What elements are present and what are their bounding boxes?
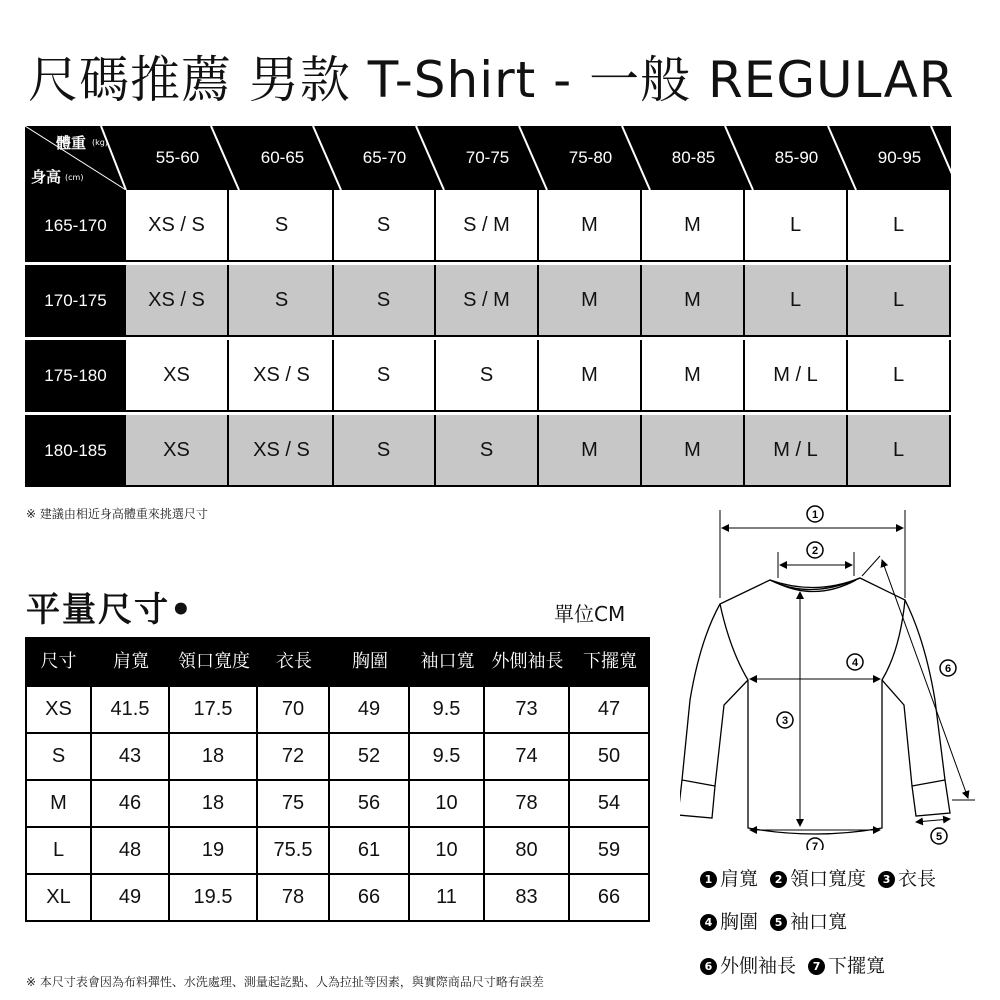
size-label-cell: M	[25, 781, 92, 826]
measurement-value-cell: 48	[92, 828, 170, 873]
recommended-size-cell: L	[745, 190, 848, 260]
measurement-value-cell: 47	[570, 687, 650, 732]
legend-number: 1	[700, 871, 717, 888]
size-label-cell: XL	[25, 875, 92, 920]
measurement-value-cell: 19	[170, 828, 258, 873]
diagram-marker-number: 6	[944, 663, 952, 675]
recommended-size-cell: L	[745, 265, 848, 335]
legend-label: 胸圍	[720, 911, 759, 933]
height-range-cell: 165-170	[25, 190, 126, 262]
recommendation-row	[25, 190, 951, 262]
legend-label: 衣長	[898, 868, 937, 890]
measurement-value-cell: 52	[330, 734, 410, 779]
recommended-size-cell: S	[436, 415, 539, 485]
measurement-value-cell: 49	[92, 875, 170, 920]
height-range-cell: 170-175	[25, 265, 126, 337]
recommended-size-cell: M	[642, 265, 745, 335]
measurement-row	[25, 828, 650, 875]
legend-item	[878, 868, 936, 890]
recommended-size-cell: XS / S	[126, 265, 229, 335]
measurement-value-cell: 70	[258, 687, 330, 732]
recommended-size-cell: M / L	[745, 415, 848, 485]
legend-item	[770, 911, 847, 933]
measurement-value-cell: 43	[92, 734, 170, 779]
legend-number: 4	[700, 914, 717, 931]
size-label-cell: XS	[25, 687, 92, 732]
recommendation-row	[25, 340, 951, 412]
recommended-size-cell: S / M	[436, 265, 539, 335]
measurement-value-cell: 10	[410, 828, 485, 873]
measurement-value-cell: 19.5	[170, 875, 258, 920]
legend-item	[700, 868, 758, 890]
recommended-size-cell: S	[333, 190, 436, 260]
legend-number: 6	[700, 958, 717, 975]
diagram-marker-number: 4	[851, 657, 859, 669]
measurement-value-cell: 9.5	[410, 734, 485, 779]
measurement-header	[25, 637, 650, 687]
diagram-marker-number: 1	[811, 509, 819, 521]
legend-number: 2	[770, 871, 787, 888]
page-title: 尺碼推薦 男款 T-Shirt - 一般 REGULAR	[28, 51, 955, 109]
weight-range-header: 85-90	[774, 148, 819, 167]
recommended-size-cell: S	[436, 340, 539, 410]
measurement-value-cell: 50	[570, 734, 650, 779]
recommendation-note: ※ 建議由相近身高體重來挑選尺寸	[26, 507, 208, 521]
legend-label: 肩寬	[720, 868, 759, 890]
diagram-legend-line1	[700, 864, 948, 891]
measurement-row	[25, 687, 650, 734]
recommended-size-cell: M / L	[745, 340, 848, 410]
diagram-marker-number: 2	[811, 545, 819, 557]
legend-number: 3	[878, 871, 895, 888]
recommended-size-cell: XS	[126, 340, 229, 410]
measurement-value-cell: 46	[92, 781, 170, 826]
diagram-marker-number: 7	[811, 841, 819, 850]
legend-number: 5	[770, 914, 787, 931]
legend-label: 領口寬度	[790, 868, 867, 890]
diagram-markers	[777, 506, 956, 850]
legend-item	[808, 955, 885, 977]
diagram-legend-line2	[700, 907, 859, 934]
legend-item	[700, 955, 796, 977]
recommended-size-cell: M	[539, 190, 642, 260]
recommendation-row	[25, 265, 951, 337]
legend-label: 外側袖長	[720, 955, 797, 977]
recommended-size-cell: XS / S	[231, 415, 334, 485]
weight-range-header: 60-65	[260, 148, 305, 167]
tshirt-outline	[680, 578, 950, 834]
measurement-column-header: 領口寬度	[178, 651, 250, 672]
measurement-value-cell: 72	[258, 734, 330, 779]
recommended-size-cell: XS / S	[126, 190, 229, 260]
recommended-size-cell: M	[539, 340, 642, 410]
measurement-value-cell: 78	[485, 781, 570, 826]
legend-item	[770, 868, 866, 890]
weight-range-header: 70-75	[465, 148, 510, 167]
measurement-value-cell: 18	[170, 734, 258, 779]
measurement-value-cell: 78	[258, 875, 330, 920]
measurement-column-header: 肩寬	[113, 651, 149, 672]
recommended-size-cell: XS	[126, 415, 229, 485]
legend-label: 下擺寬	[828, 955, 886, 977]
measurement-value-cell: 74	[485, 734, 570, 779]
recommended-size-cell: L	[848, 340, 951, 410]
recommended-size-cell: S	[333, 265, 436, 335]
recommended-size-cell: M	[539, 265, 642, 335]
measurement-value-cell: 80	[485, 828, 570, 873]
measurement-column-header: 衣長	[276, 651, 312, 672]
measurement-value-cell: 18	[170, 781, 258, 826]
recommended-size-cell: S	[231, 190, 334, 260]
measurement-value-cell: 61	[330, 828, 410, 873]
weight-range-header: 65-70	[362, 148, 407, 167]
measurement-value-cell: 9.5	[410, 687, 485, 732]
measurement-column-header: 袖口寬	[420, 651, 475, 672]
recommendation-row	[25, 415, 951, 487]
recommended-size-cell: S / M	[436, 190, 539, 260]
header-divider	[101, 126, 126, 190]
diagram-marker-number: 5	[935, 831, 943, 843]
measurement-column-header: 下擺寬	[583, 651, 637, 672]
legend-item	[700, 911, 758, 933]
measurement-value-cell: 17.5	[170, 687, 258, 732]
measurement-value-cell: 49	[330, 687, 410, 732]
measurement-value-cell: 41.5	[92, 687, 170, 732]
recommended-size-cell: S	[333, 340, 436, 410]
measurement-value-cell: 73	[485, 687, 570, 732]
size-recommendation-table	[25, 126, 951, 488]
measurement-value-cell: 59	[570, 828, 650, 873]
measurement-value-cell: 54	[570, 781, 650, 826]
measurement-value-cell: 56	[330, 781, 410, 826]
measurement-value-cell: 66	[330, 875, 410, 920]
recommended-size-cell: M	[642, 340, 745, 410]
measurement-value-cell: 83	[485, 875, 570, 920]
weight-unit: (kg)	[92, 138, 108, 147]
weight-range-header: 75-80	[568, 148, 613, 167]
diagram-legend-line3	[700, 951, 897, 978]
measurement-column-header: 外側袖長	[491, 651, 564, 672]
size-label-cell: L	[25, 828, 92, 873]
recommended-size-cell: XS / S	[231, 340, 334, 410]
recommendation-header	[25, 126, 951, 190]
recommended-size-cell: S	[231, 265, 334, 335]
legend-number: 7	[808, 958, 825, 975]
measurement-row	[25, 875, 650, 922]
weight-range-header: 55-60	[155, 148, 200, 167]
weight-label: 體重	[56, 134, 87, 152]
measurement-value-cell: 66	[570, 875, 650, 920]
unit-label: 單位CM	[554, 602, 626, 626]
recommended-size-cell: M	[642, 190, 745, 260]
height-unit: (cm)	[65, 173, 84, 182]
measurement-heading: 平量尺寸•	[26, 590, 194, 630]
measurement-row	[25, 734, 650, 781]
height-range-cell: 180-185	[25, 415, 126, 487]
measurement-value-cell: 75.5	[258, 828, 330, 873]
measurement-value-cell: 75	[258, 781, 330, 826]
recommended-size-cell: L	[848, 415, 951, 485]
legend-label: 袖口寬	[790, 911, 848, 933]
weight-range-header: 80-85	[671, 148, 716, 167]
recommended-size-cell: M	[539, 415, 642, 485]
measurement-value-cell: 11	[410, 875, 485, 920]
measurement-column-header: 尺寸	[40, 651, 77, 672]
measurement-value-cell: 10	[410, 781, 485, 826]
height-range-cell: 175-180	[25, 340, 126, 412]
height-label: 身高	[31, 168, 62, 186]
recommended-size-cell: L	[848, 190, 951, 260]
recommended-size-cell: S	[333, 415, 436, 485]
measurement-note: ※ 本尺寸表會因為布料彈性、水洗處理、測量起訖點、人為拉扯等因素，與實際商品尺寸略有誤差	[26, 975, 544, 989]
measurement-column-header: 胸圍	[352, 651, 388, 672]
weight-range-header: 90-95	[877, 148, 922, 167]
measurement-row	[25, 781, 650, 828]
recommended-size-cell: L	[848, 265, 951, 335]
size-label-cell: S	[25, 734, 92, 779]
diagram-marker-number: 3	[781, 715, 789, 727]
recommended-size-cell: M	[642, 415, 745, 485]
tshirt-diagram	[680, 500, 990, 850]
